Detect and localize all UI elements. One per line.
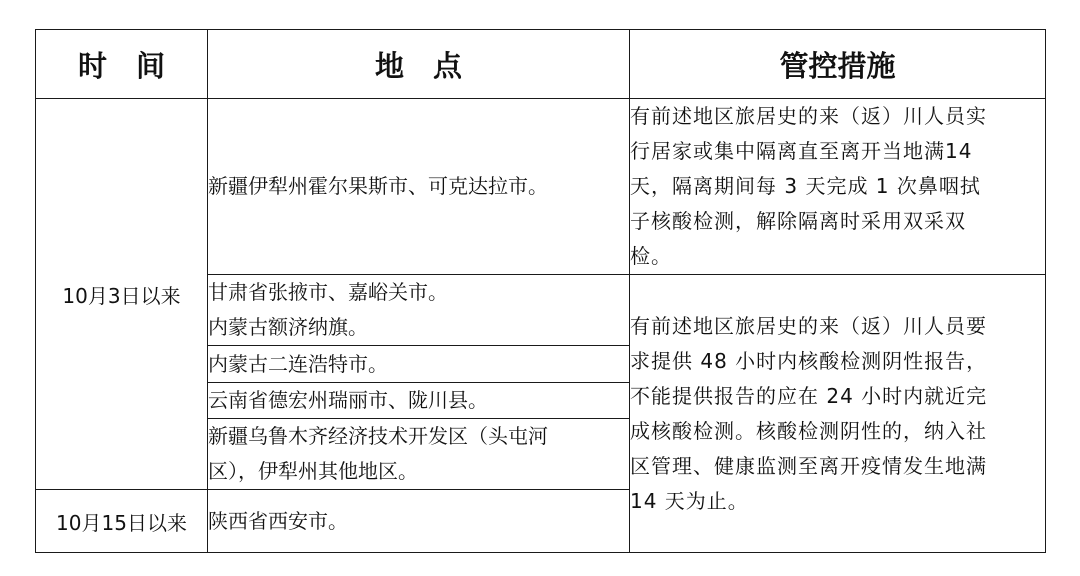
place-cell [208,275,630,346]
place-cell [208,490,630,553]
table-row [36,99,1046,275]
measure-line: 成核酸检测。核酸检测阴性的，纳入社 [630,418,987,443]
measure-cell [630,275,1046,553]
place-line: 内蒙古二连浩特市。 [208,351,388,376]
measure-line: 14 天为止。 [630,488,749,513]
measure-line: 有前述地区旅居史的来（返）川人员要 [630,313,987,338]
measure-line: 求提供 48 小时内核酸检测阴性报告， [630,348,988,373]
measure-line: 子核酸检测，解除隔离时采用双采双 [630,209,966,233]
measure-line: 天，隔离期间每 3 天完成 1 次鼻咽拭 [630,174,981,198]
place-cell [208,383,630,419]
measure-cell [630,99,1046,275]
place-line: 甘肃省张掖市、嘉峪关市。 [208,280,448,304]
place-line: 新疆乌鲁木齐经济技术开发区（头屯河 [208,424,548,448]
place-cell [208,99,630,275]
time-cell: 10月15日以来 [36,490,208,553]
header-place: 地 点 [208,30,630,99]
header-time: 时 间 [36,30,208,99]
place-line: 陕西省西安市。 [208,508,348,533]
place-line: 区），伊犁州其他地区。 [208,459,418,483]
place-line: 新疆伊犁州霍尔果斯市、可克达拉市。 [208,174,548,198]
place-line: 云南省德宏州瑞丽市、陇川县。 [208,388,488,412]
measure-line: 不能提供报告的应在 24 小时内就近完 [630,383,988,408]
measure-line: 区管理、健康监测至离开疫情发生地满 [630,453,987,478]
place-cell [208,419,630,490]
header-row [36,30,1046,99]
measure-line: 有前述地区旅居史的来（返）川人员实 [630,104,987,128]
measure-line: 行居家或集中隔离直至离开当地满14 [630,139,973,163]
measure-line: 检。 [630,244,672,268]
header-measures: 管控措施 [630,30,1046,99]
control-measures-table [35,29,1046,553]
place-line: 内蒙古额济纳旗。 [208,315,368,339]
place-cell [208,346,630,383]
time-cell: 10月3日以来 [36,99,208,490]
